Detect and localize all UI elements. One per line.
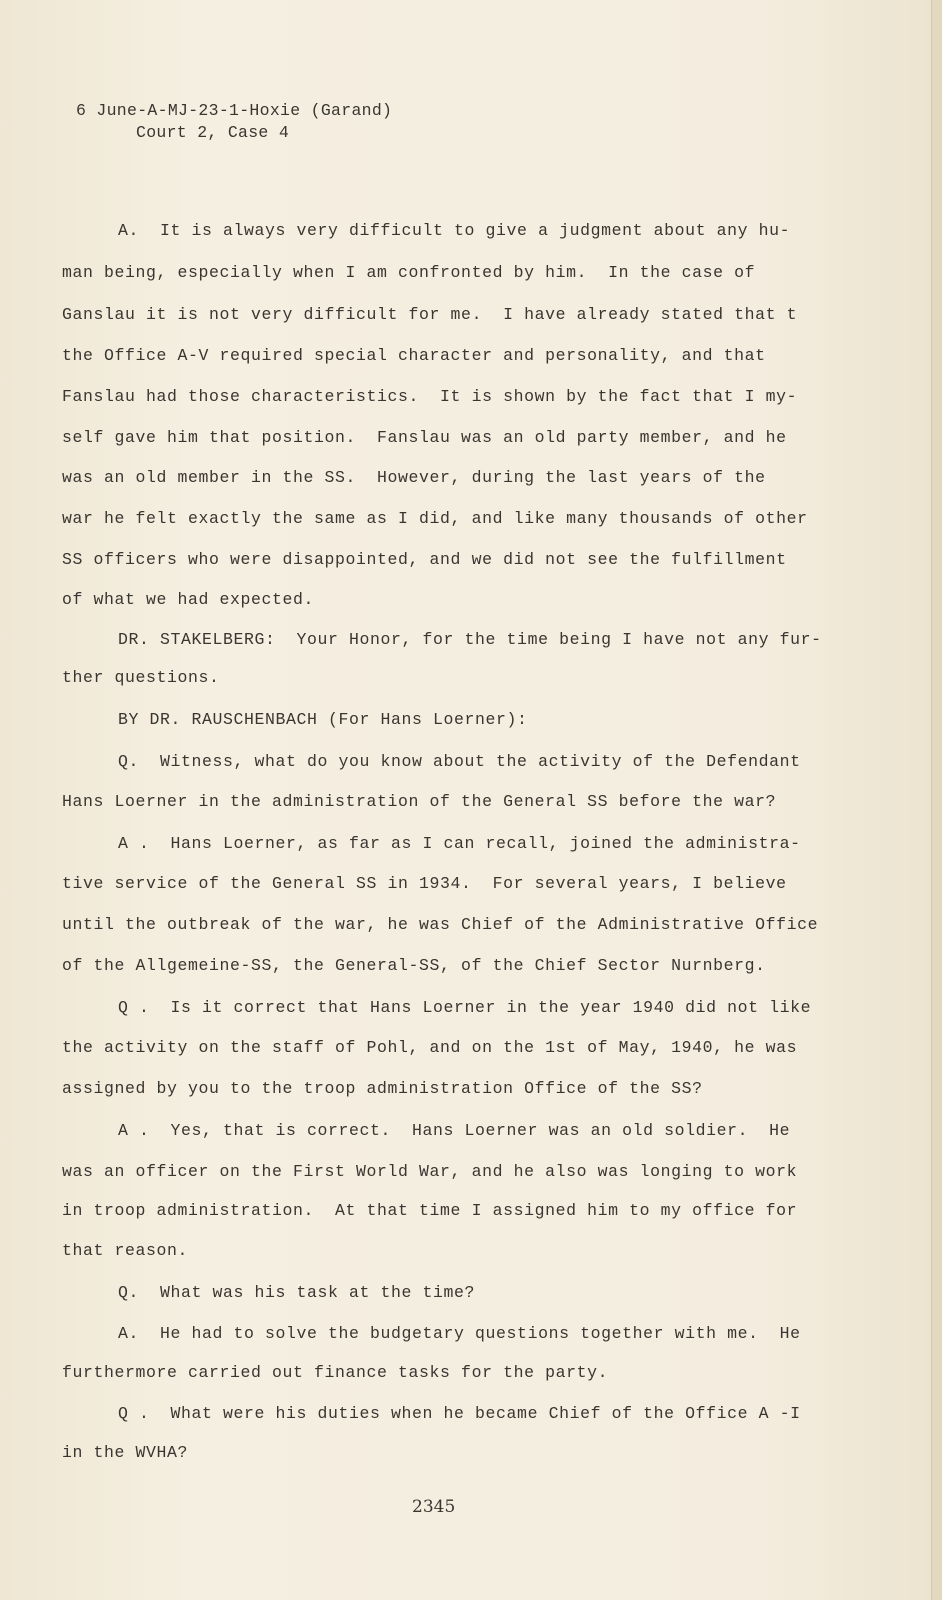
text-line: A . Yes, that is correct. Hans Loerner was an old soldier. He	[118, 1121, 791, 1140]
text-line: A . Hans Loerner, as far as I can recall, joined the administra-	[118, 834, 801, 853]
page-number: 2345	[412, 1497, 456, 1517]
text-line: the activity on the staff of Pohl, and on the 1st of May, 1940, he was	[62, 1038, 798, 1057]
text-line: was an officer on the First World War, and he also was longing to work	[62, 1162, 798, 1181]
header-court: Court 2, Case 4	[136, 123, 290, 142]
text-line: SS officers who were disappointed, and we did not see the fulfillment	[62, 550, 787, 569]
text-line: BY DR. RAUSCHENBACH (For Hans Loerner):	[118, 710, 528, 729]
text-line: A. It is always very difficult to give a judgment about any hu-	[118, 221, 791, 240]
text-line: the Office A-V required special character and personality, and that	[62, 346, 766, 365]
text-line: A. He had to solve the budgetary questions together with me. He	[118, 1324, 801, 1343]
text-line: Q. What was his task at the time?	[118, 1283, 476, 1302]
text-line: furthermore carried out finance tasks for the party.	[62, 1363, 609, 1382]
text-line: until the outbreak of the war, he was Chief of the Administrative Office	[62, 915, 819, 934]
text-line: man being, especially when I am confronted by him. In the case of	[62, 263, 756, 282]
text-line: self gave him that position. Fanslau was an old party member, and he	[62, 428, 787, 447]
text-line: Q . What were his duties when he became Chief of the Office A -I	[118, 1404, 801, 1423]
text-line: Ganslau it is not very difficult for me. I have already stated that t	[62, 305, 798, 324]
text-line: in troop administration. At that time I assigned him to my office for	[62, 1201, 798, 1220]
text-line: assigned by you to the troop administration Office of the SS?	[62, 1079, 703, 1098]
text-line: Fanslau had those characteristics. It is shown by the fact that I my-	[62, 387, 798, 406]
text-line: of the Allgemeine-SS, the General-SS, of the Chief Sector Nurnberg.	[62, 956, 766, 975]
text-line: ther questions.	[62, 668, 220, 687]
text-line: of what we had expected.	[62, 590, 315, 609]
text-line: Q. Witness, what do you know about the activity of the Defendant	[118, 752, 801, 771]
page-edge	[931, 0, 942, 1600]
text-line: DR. STAKELBERG: Your Honor, for the time being I have not any fur-	[118, 630, 822, 649]
text-line: in the WVHA?	[62, 1443, 189, 1462]
text-line: tive service of the General SS in 1934. For several years, I believe	[62, 874, 787, 893]
header-reference: 6 June-A-MJ-23-1-Hoxie (Garand)	[76, 101, 393, 120]
text-line: Q . Is it correct that Hans Loerner in the year 1940 did not like	[118, 998, 812, 1017]
text-line: that reason.	[62, 1241, 189, 1260]
text-line: was an old member in the SS. However, during the last years of the	[62, 468, 766, 487]
text-line: Hans Loerner in the administration of the General SS before the war?	[62, 792, 777, 811]
text-line: war he felt exactly the same as I did, and like many thousands of other	[62, 509, 808, 528]
